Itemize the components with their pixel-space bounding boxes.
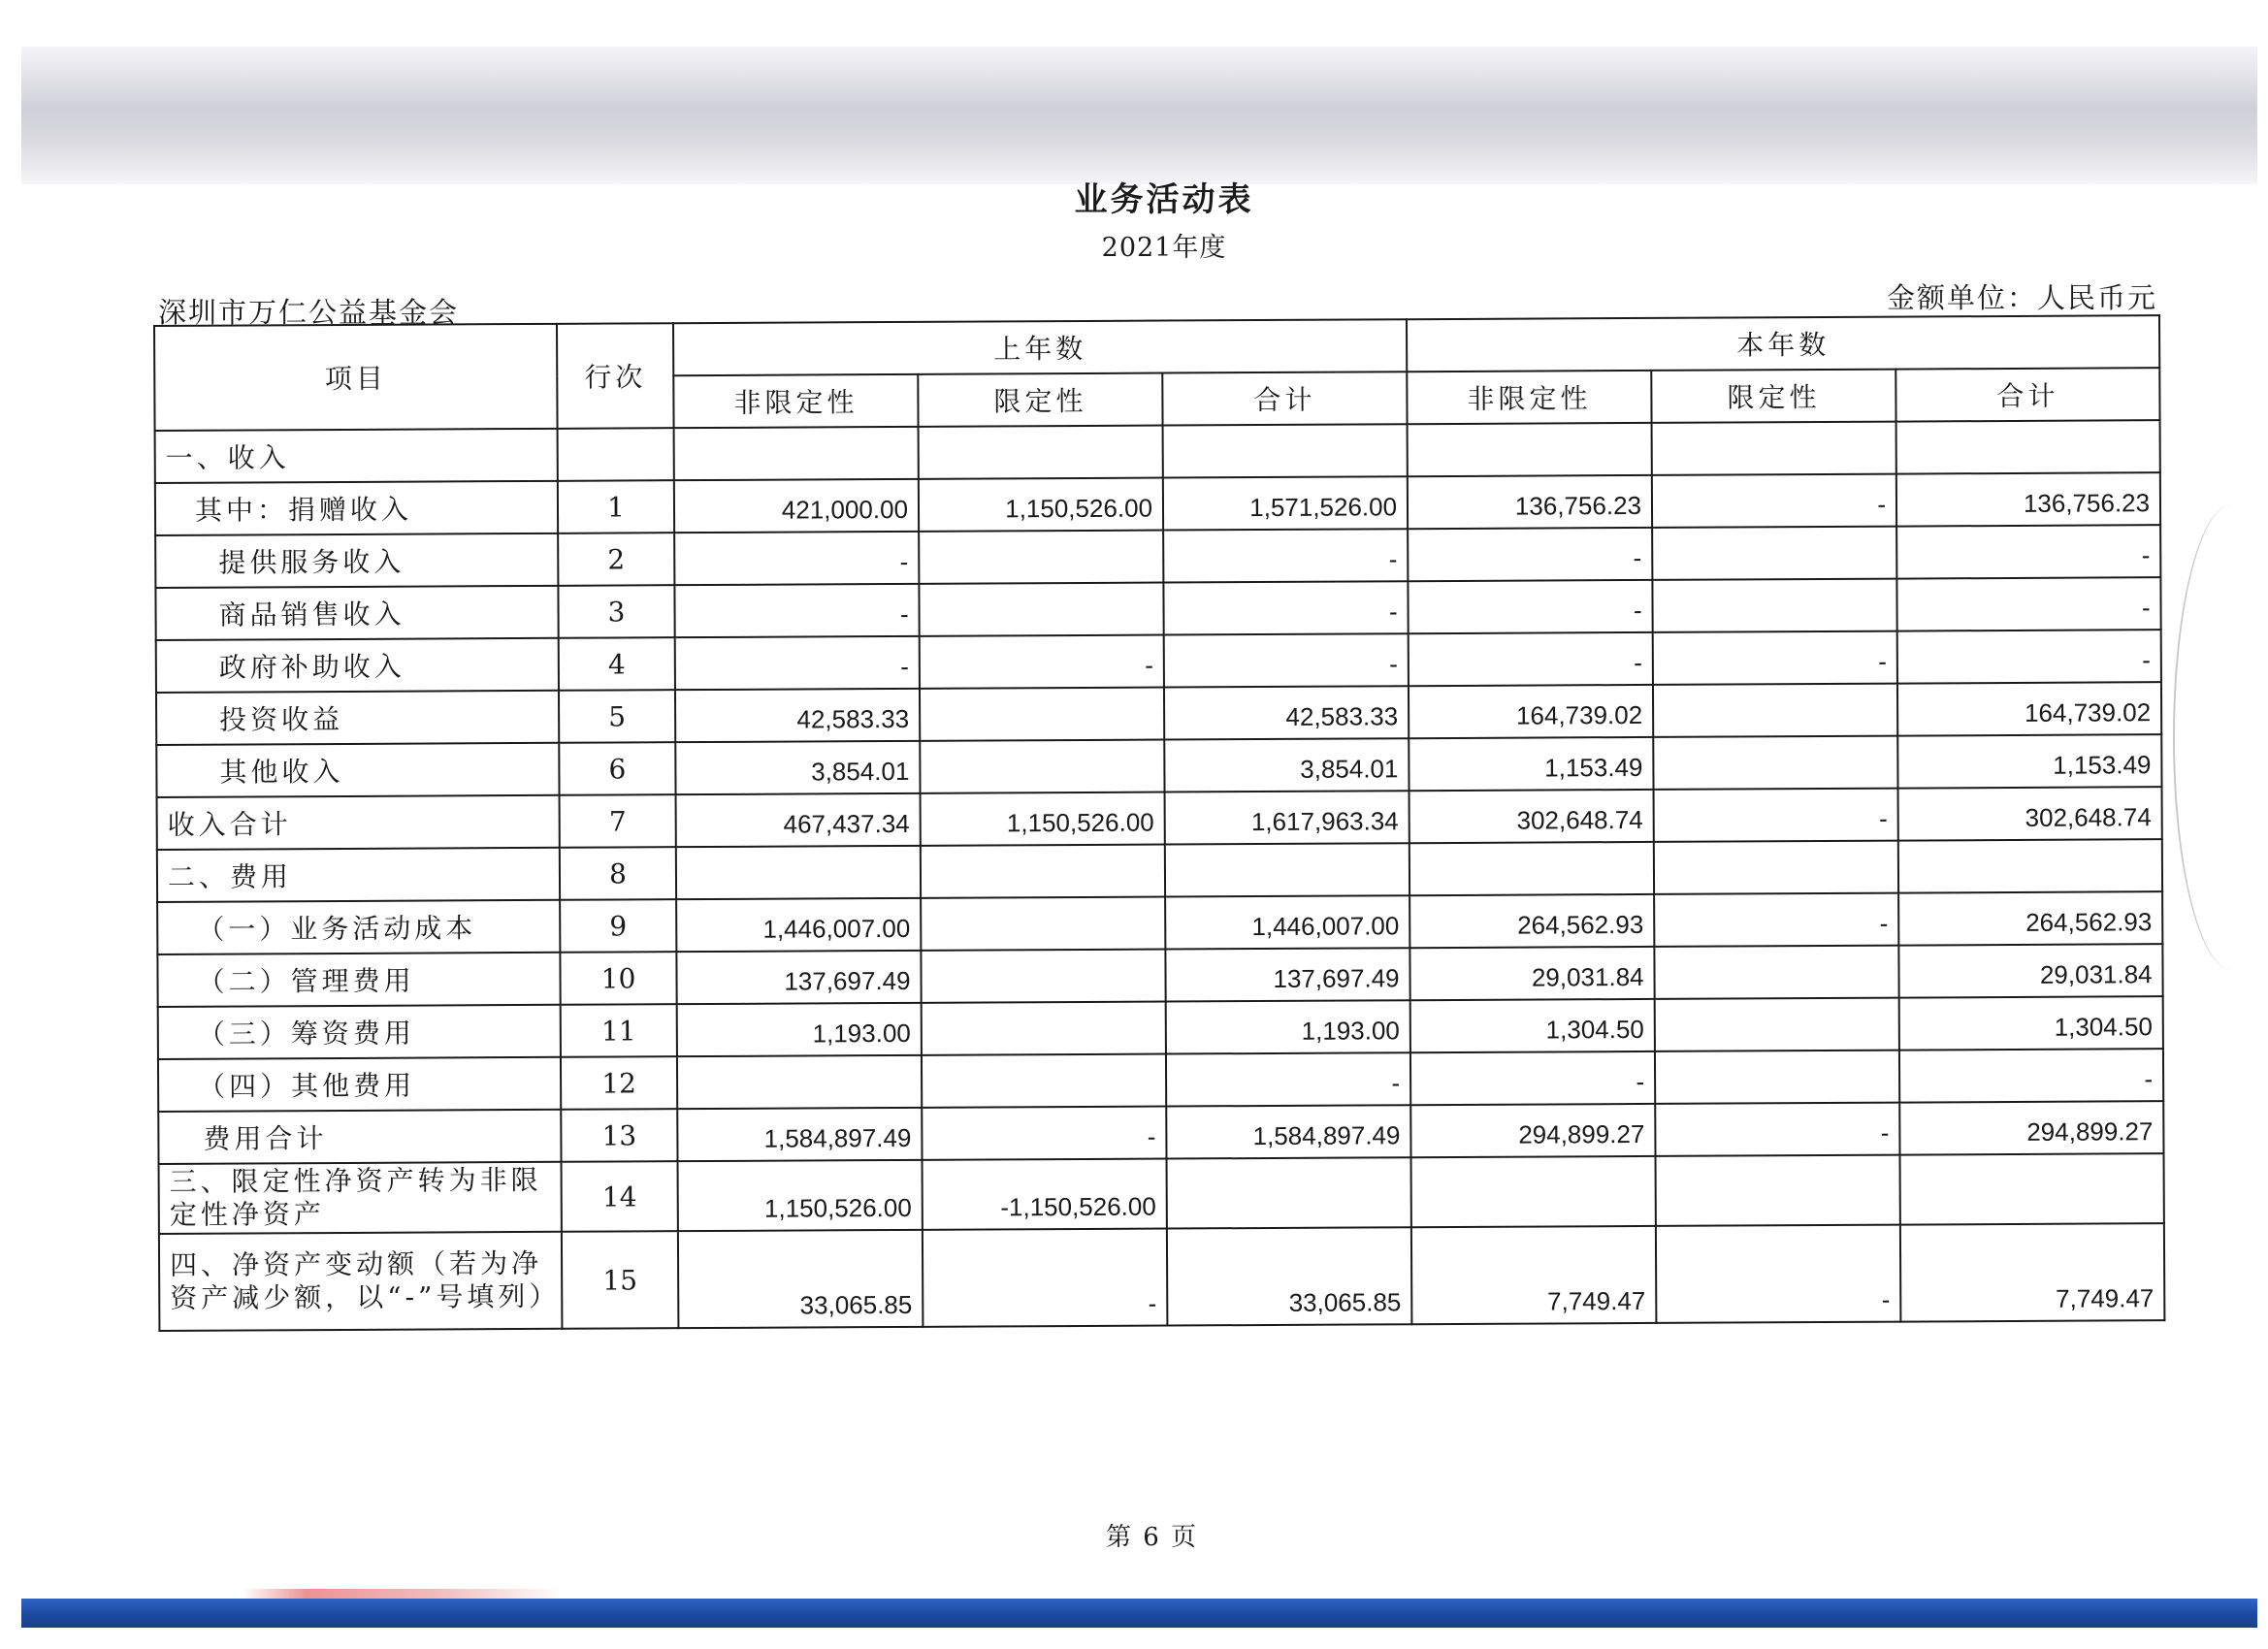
- prior-total-value: 1,584,897.49: [1166, 1105, 1410, 1158]
- row-number: 3: [558, 585, 674, 638]
- current-restricted-value: [1654, 841, 1898, 894]
- current-restricted-value: -: [1655, 1103, 1899, 1156]
- prior-unrestricted-value: 3,854.01: [675, 741, 920, 794]
- row-label: 其中：捐赠收入: [155, 481, 558, 535]
- current-restricted-value: -: [1653, 631, 1897, 685]
- row-label: （四）其他费用: [158, 1057, 561, 1112]
- current-restricted-value: [1656, 1155, 1900, 1226]
- prior-total-value: 1,617,963.34: [1165, 791, 1409, 844]
- prior-total-value: -: [1164, 633, 1409, 687]
- row-label: 其他收入: [156, 743, 559, 797]
- prior-unrestricted-value: 33,065.85: [678, 1230, 923, 1328]
- current-total-value: [1900, 1153, 2164, 1224]
- row-number: 7: [560, 794, 676, 848]
- current-unrestricted-value: 164,739.02: [1409, 685, 1653, 738]
- header-prior-year: 上年数: [673, 319, 1407, 375]
- current-unrestricted-value: -: [1408, 528, 1652, 581]
- row-label: 提供服务收入: [155, 534, 558, 588]
- prior-unrestricted-value: 1,446,007.00: [676, 898, 921, 952]
- current-restricted-value: [1653, 736, 1897, 790]
- scan-top-shadow: [21, 47, 2257, 184]
- prior-total-value: 137,697.49: [1165, 948, 1409, 1001]
- prior-total-value: [1167, 1157, 1411, 1228]
- header-prior-unrestricted: 非限定性: [673, 374, 918, 428]
- row-number: 14: [562, 1161, 678, 1232]
- current-unrestricted-value: -: [1408, 580, 1652, 633]
- prior-restricted-value: -: [923, 1229, 1168, 1327]
- prior-total-value: 1,193.00: [1166, 1000, 1410, 1053]
- row-number: 11: [561, 1004, 677, 1057]
- row-label: 四、净资产变动额（若为净资产减少额，以“-”号填列）: [159, 1232, 563, 1331]
- current-total-value: -: [1899, 1049, 2163, 1102]
- prior-restricted-value: 1,150,526.00: [919, 478, 1163, 532]
- prior-restricted-value: [919, 583, 1163, 636]
- row-label: （三）筹资费用: [158, 1005, 561, 1059]
- prior-total-value: 3,854.01: [1164, 738, 1409, 792]
- current-restricted-value: -: [1654, 893, 1898, 947]
- prior-unrestricted-value: 1,150,526.00: [678, 1160, 923, 1231]
- row-number: 15: [562, 1231, 679, 1329]
- row-label: 政府补助收入: [156, 638, 559, 693]
- current-restricted-value: [1655, 998, 1899, 1051]
- current-total-value: -: [1896, 577, 2160, 630]
- prior-restricted-value: -: [922, 1107, 1166, 1160]
- prior-restricted-value: [922, 1002, 1166, 1055]
- current-unrestricted-value: 136,756.23: [1408, 475, 1652, 529]
- current-total-value: -: [1896, 525, 2160, 578]
- row-number: 13: [561, 1109, 677, 1162]
- current-total-value: 29,031.84: [1898, 944, 2162, 997]
- prior-restricted-value: [920, 740, 1164, 793]
- row-label: 商品销售收入: [155, 586, 558, 640]
- current-total-value: 7,749.47: [1900, 1223, 2165, 1321]
- current-restricted-value: [1653, 684, 1897, 737]
- activity-statement-table: [153, 314, 2165, 1332]
- prior-unrestricted-value: [677, 1055, 922, 1109]
- row-label: 三、限定性净资产转为非限定性净资产: [159, 1162, 562, 1234]
- prior-unrestricted-value: 467,437.34: [676, 793, 921, 847]
- report-title: 业务活动表: [1074, 180, 1254, 219]
- current-unrestricted-value: -: [1410, 1051, 1655, 1105]
- table-row: [159, 1223, 2165, 1331]
- prior-restricted-value: [921, 897, 1165, 951]
- prior-total-value: 1,571,526.00: [1163, 476, 1408, 530]
- prior-restricted-value: -: [920, 635, 1164, 689]
- prior-restricted-value: [921, 950, 1165, 1003]
- prior-total-value: [1165, 843, 1409, 896]
- current-total-value: [1898, 839, 2162, 892]
- row-number: 2: [558, 533, 674, 586]
- current-unrestricted-value: 1,304.50: [1410, 999, 1655, 1052]
- prior-total-value: 33,065.85: [1167, 1227, 1412, 1325]
- current-restricted-value: -: [1654, 789, 1898, 842]
- current-restricted-value: -: [1652, 474, 1896, 528]
- report-period: 2021年度: [1101, 233, 1227, 263]
- row-label: 收入合计: [157, 795, 560, 850]
- current-total-value: 164,739.02: [1897, 682, 2161, 735]
- row-label: 费用合计: [158, 1110, 561, 1164]
- header-row-no: 行次: [557, 323, 674, 429]
- row-number: 12: [561, 1056, 677, 1110]
- prior-unrestricted-value: 137,697.49: [676, 951, 921, 1004]
- row-number: 1: [558, 480, 674, 534]
- current-total-value: 264,562.93: [1898, 891, 2162, 945]
- paper-curl-edge: [2173, 504, 2268, 970]
- row-label: 投资收益: [156, 691, 559, 745]
- row-label: （二）管理费用: [157, 953, 560, 1007]
- prior-total-value: -: [1166, 1052, 1410, 1106]
- current-restricted-value: -: [1656, 1225, 1901, 1323]
- current-unrestricted-value: 302,648.74: [1409, 790, 1654, 843]
- prior-restricted-value: [920, 688, 1164, 741]
- row-number: [558, 428, 674, 481]
- current-restricted-value: [1652, 579, 1896, 632]
- header-item: 项目: [154, 324, 558, 431]
- organization-name: 深圳市万仁公益基金会: [158, 296, 460, 329]
- row-number: 9: [560, 899, 676, 953]
- prior-total-value: [1163, 424, 1408, 477]
- header-prior-total: 合计: [1162, 372, 1407, 425]
- current-unrestricted-value: 7,749.47: [1411, 1226, 1657, 1324]
- prior-unrestricted-value: [674, 427, 919, 480]
- header-current-total: 合计: [1895, 368, 2159, 421]
- prior-unrestricted-value: -: [674, 584, 919, 637]
- current-total-value: 302,648.74: [1898, 787, 2162, 840]
- prior-restricted-value: 1,150,526.00: [921, 792, 1165, 846]
- prior-restricted-value: [921, 845, 1165, 898]
- prior-unrestricted-value: 42,583.33: [675, 689, 920, 742]
- prior-unrestricted-value: 1,193.00: [677, 1003, 922, 1056]
- page-number: 第 6 页: [1105, 1523, 1199, 1552]
- row-number: 8: [560, 847, 676, 900]
- prior-unrestricted-value: -: [675, 636, 920, 690]
- current-unrestricted-value: 1,153.49: [1409, 737, 1653, 791]
- currency-unit: 金额单位：人民币元: [1887, 281, 2158, 314]
- header-current-year: 本年数: [1407, 315, 2159, 372]
- prior-unrestricted-value: -: [674, 532, 919, 585]
- current-restricted-value: [1652, 527, 1896, 580]
- prior-restricted-value: [922, 1054, 1166, 1108]
- row-number: 6: [559, 742, 675, 795]
- current-restricted-value: [1654, 946, 1898, 999]
- current-unrestricted-value: 294,899.27: [1410, 1104, 1655, 1157]
- current-restricted-value: [1652, 422, 1896, 475]
- prior-restricted-value: -1,150,526.00: [923, 1159, 1167, 1230]
- current-restricted-value: [1655, 1051, 1899, 1104]
- current-total-value: 294,899.27: [1899, 1101, 2163, 1154]
- table-row: [159, 1153, 2164, 1234]
- header-current-restricted: 限定性: [1651, 370, 1895, 423]
- prior-total-value: -: [1163, 529, 1408, 582]
- prior-total-value: -: [1163, 581, 1408, 634]
- row-number: 4: [559, 637, 675, 691]
- row-number: 5: [559, 690, 675, 743]
- prior-total-value: 1,446,007.00: [1165, 895, 1409, 949]
- row-number: 10: [560, 952, 676, 1005]
- header-prior-restricted: 限定性: [918, 373, 1162, 427]
- prior-total-value: 42,583.33: [1164, 686, 1409, 739]
- current-total-value: 1,153.49: [1897, 734, 2161, 788]
- header-current-unrestricted: 非限定性: [1407, 371, 1651, 424]
- current-total-value: -: [1897, 630, 2161, 683]
- prior-unrestricted-value: 1,584,897.49: [677, 1108, 922, 1161]
- row-label: 一、收入: [155, 429, 558, 483]
- row-label: 二、费用: [157, 848, 560, 902]
- current-unrestricted-value: [1411, 1156, 1656, 1227]
- scan-bottom-edge: [21, 1599, 2257, 1628]
- current-unrestricted-value: 264,562.93: [1409, 894, 1654, 948]
- current-unrestricted-value: -: [1409, 632, 1653, 686]
- prior-unrestricted-value: 421,000.00: [674, 479, 919, 533]
- prior-unrestricted-value: [676, 846, 921, 899]
- current-total-value: [1896, 420, 2160, 473]
- prior-restricted-value: [919, 426, 1163, 479]
- current-unrestricted-value: [1408, 423, 1652, 476]
- current-total-value: 136,756.23: [1896, 472, 2160, 526]
- current-unrestricted-value: 29,031.84: [1409, 947, 1654, 1000]
- current-total-value: 1,304.50: [1899, 996, 2163, 1050]
- current-unrestricted-value: [1409, 842, 1654, 895]
- row-label: （一）业务活动成本: [157, 900, 560, 954]
- prior-restricted-value: [919, 531, 1163, 584]
